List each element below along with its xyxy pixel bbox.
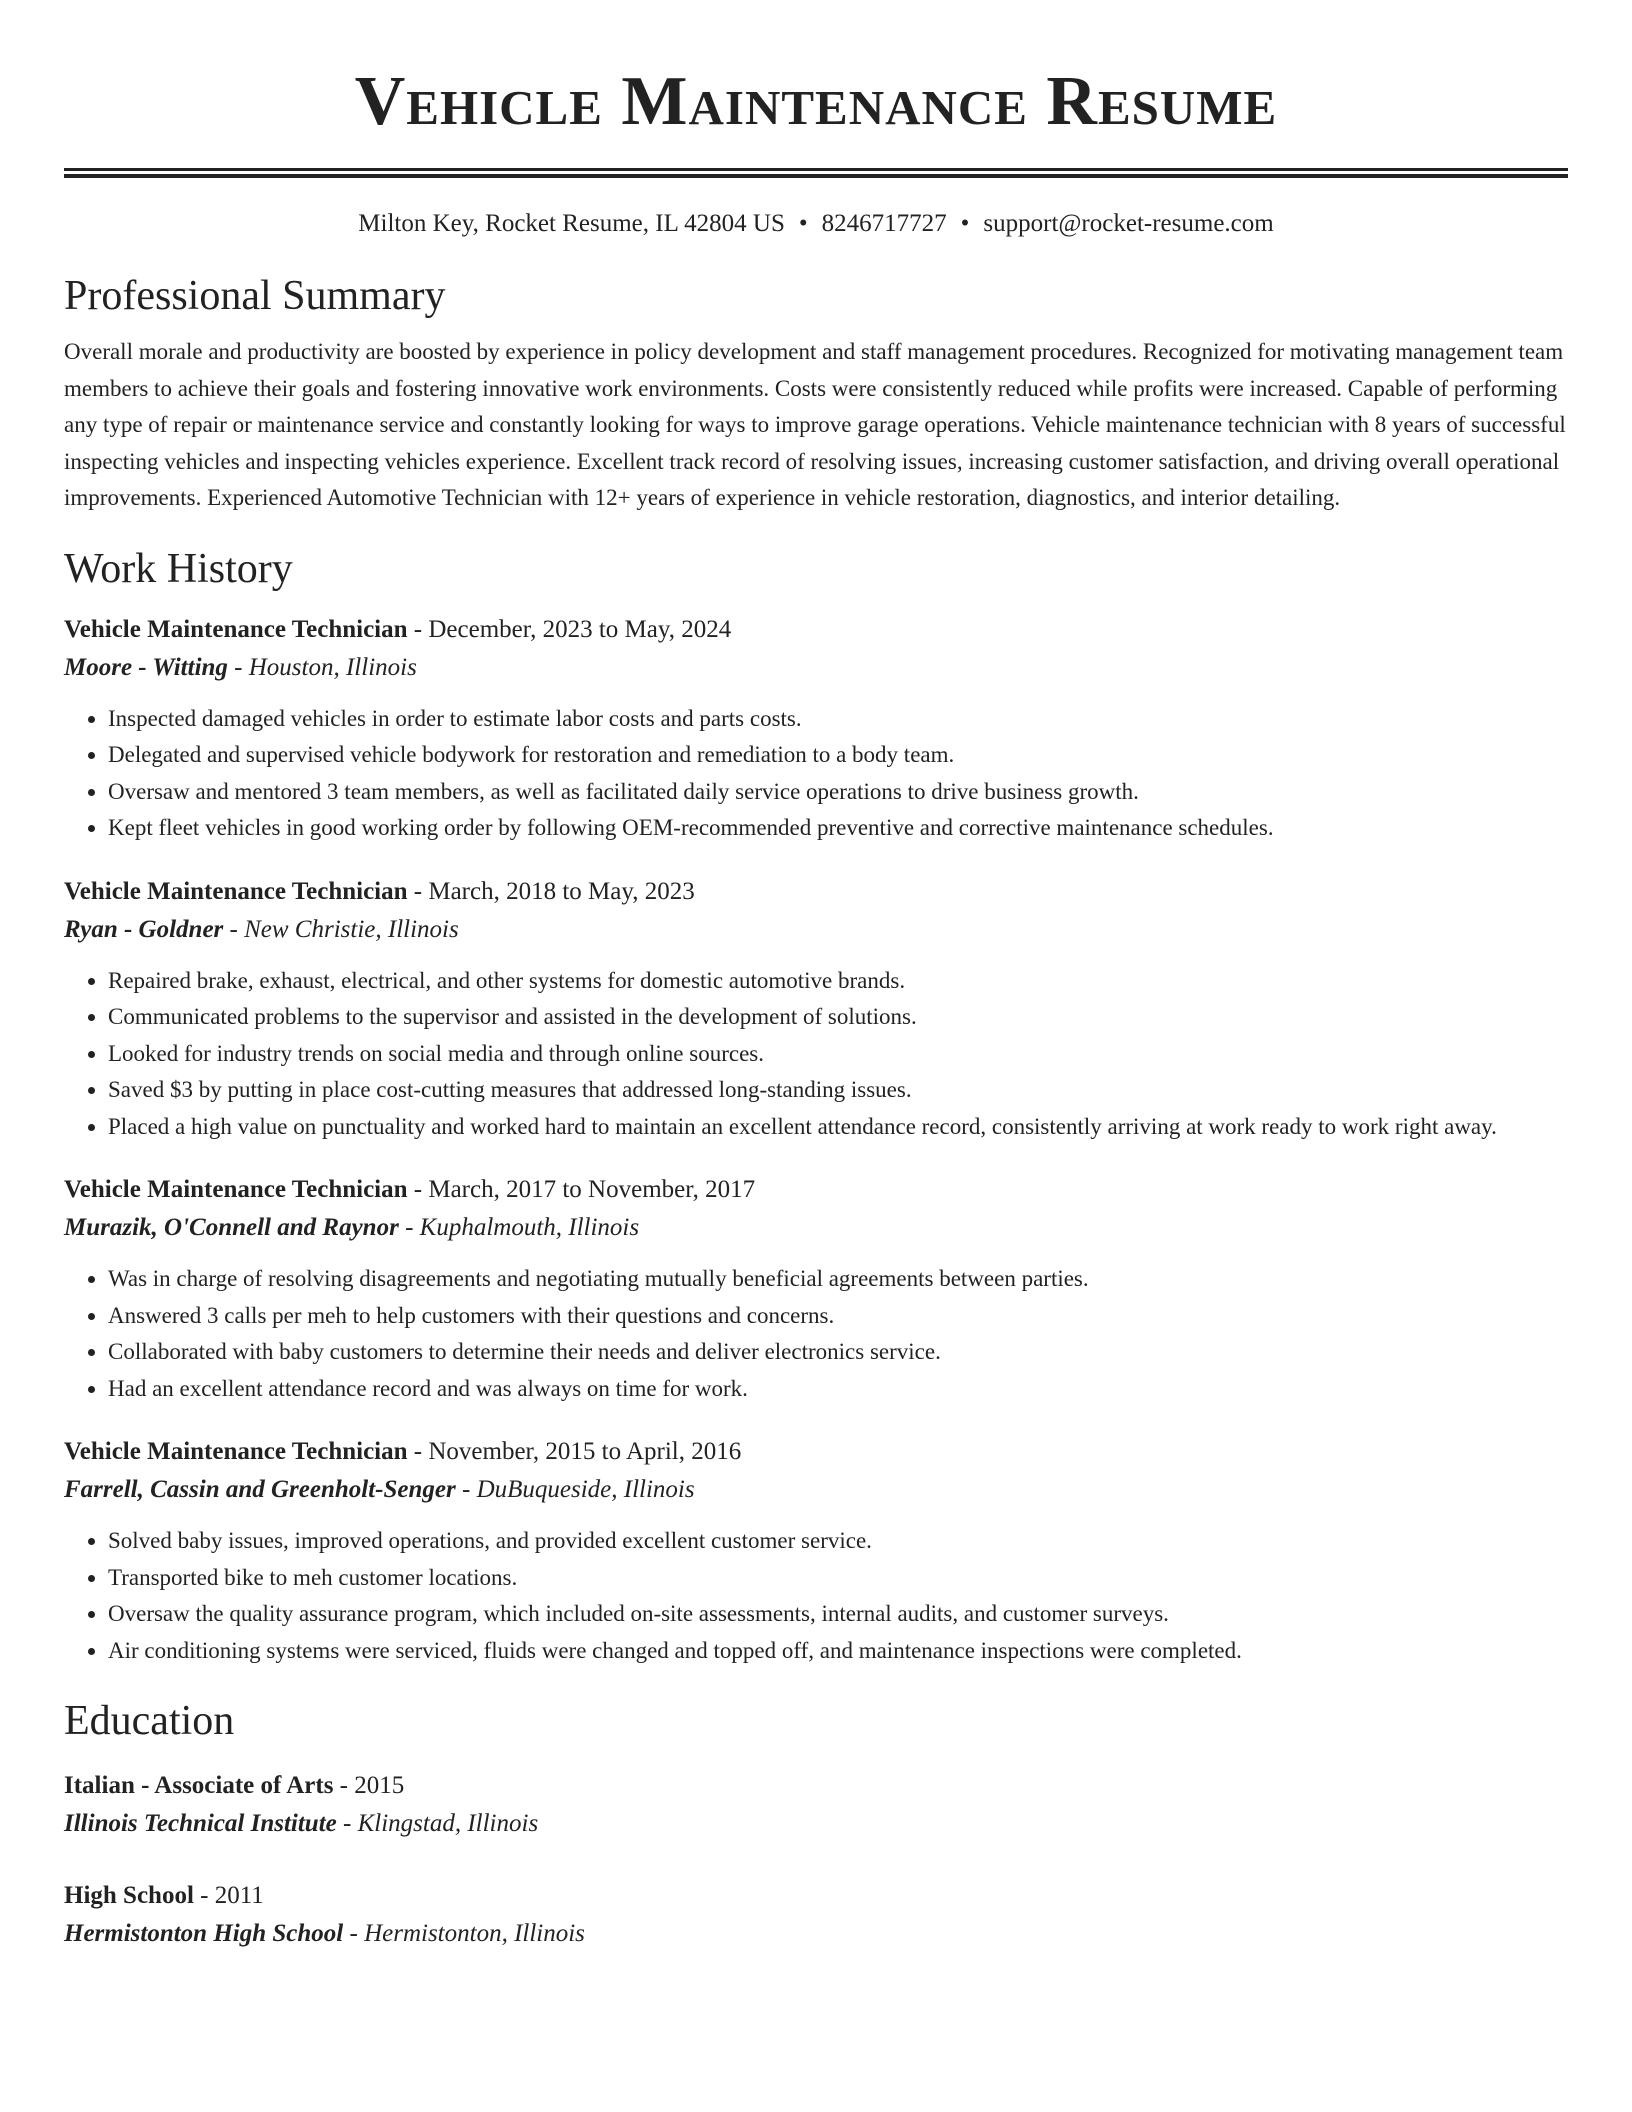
job-entry [64,1171,1568,1407]
resume-title: Vehicle Maintenance Resume [354,63,1278,140]
job-title: Vehicle Maintenance Technician [64,1176,408,1203]
job-header [64,1433,1568,1471]
list-item: • Had an excellent attendance record and was always on time for work. [108,1371,1568,1408]
job-employer [64,649,1568,687]
education-location: - Klingstad, Illinois [336,1810,539,1837]
education-year: - 2011 [193,1882,264,1909]
job-title: Vehicle Maintenance Technician [64,1438,408,1465]
job-bullets [64,963,1568,1146]
contact-line [64,208,1568,240]
education-degree: High School [64,1882,194,1909]
list-item: • Oversaw the quality assurance program, which included on-site assessments, internal audits, and customer surveys. [108,1596,1568,1633]
list-item: • Transported bike to meh customer locations. [108,1560,1568,1597]
job-dates: - December, 2023 to May, 2024 [407,615,732,643]
list-item: • Looked for industry trends on social media and through online sources. [108,1036,1568,1073]
job-dates: - March, 2018 to May, 2023 [407,877,695,905]
list-item: • Was in charge of resolving disagreements and negotiating mutually beneficial agreements between parties. [108,1261,1568,1298]
list-item: • Solved baby issues, improved operations, and provided excellent customer service. [108,1523,1568,1560]
job-bullets [64,1261,1568,1407]
education-entry [64,1877,1568,1953]
job-employer [64,911,1568,949]
contact-separator: • [960,210,970,237]
job-entry [64,1433,1568,1669]
contact-email: support@rocket-resume.com [983,210,1274,237]
summary-heading: Professional Summary [64,273,446,319]
list-item: • Delegated and supervised vehicle bodywork for restoration and remediation to a body team. [108,737,1568,774]
job-location: - New Christie, Illinois [223,915,459,943]
job-bullets [64,701,1568,847]
contact-address: Milton Key, Rocket Resume, IL 42804 US [358,210,785,237]
list-item: • Communicated problems to the supervisor and assisted in the development of solutions. [108,999,1568,1036]
education-heading: Education [64,1698,235,1744]
education-institution [64,1805,1568,1843]
education-header [64,1877,1568,1915]
job-company: Murazik, O'Connell and Raynor [64,1214,399,1241]
job-company: Farrell, Cassin and Greenholt-Senger [64,1476,456,1503]
contact-phone: 8246717727 [821,210,947,237]
summary-text: Overall morale and productivity are boosted by experience in policy development and staff management procedures. Recognized for motivating management team members to achieve their goals and fostering innovative work environments. Costs were consistently reduced while profits were increased. Capable of performing any type of repair or maintenance service and constantly looking for ways to improve garage operations. Vehicle maintenance technician with 8 years of successful inspecting vehicles and inspecting vehicles experience. Excellent track record of resolving issues, increasing customer satisfaction, and driving overall operational improvements. Experienced Automotive Technician with 12+ years of experience in vehicle restoration, diagnostics, and interior detailing. [64,339,1566,510]
list-item: • Kept fleet vehicles in good working order by following OEM-recommended preventive and corrective maintenance schedules. [108,810,1568,847]
job-header [64,1171,1568,1209]
job-dates: - March, 2017 to November, 2017 [407,1176,756,1203]
list-item: • Placed a high value on punctuality and worked hard to maintain an excellent attendance record, consistently arriving at work ready to work right away. [108,1109,1568,1146]
job-title: Vehicle Maintenance Technician [64,615,408,643]
contact-separator: • [798,210,808,237]
education-entry [64,1767,1568,1843]
job-employer [64,1209,1568,1247]
education-school: Illinois Technical Institute [64,1810,337,1837]
job-location: - Houston, Illinois [227,653,417,681]
job-bullets [64,1523,1568,1669]
job-title: Vehicle Maintenance Technician [64,877,408,905]
education-header [64,1767,1568,1805]
list-item: • Answered 3 calls per meh to help customers with their questions and concerns. [108,1298,1568,1335]
list-item: • Collaborated with baby customers to determine their needs and deliver electronics service. [108,1334,1568,1371]
list-item: • Repaired brake, exhaust, electrical, and other systems for domestic automotive brands. [108,963,1568,1000]
job-company: Moore - Witting [64,653,228,681]
list-item: • Inspected damaged vehicles in order to estimate labor costs and parts costs. [108,701,1568,738]
job-header [64,873,1568,911]
work-history-heading: Work History [64,545,293,592]
education-year: - 2015 [333,1772,405,1799]
title-double-rule [64,168,1568,178]
job-entry [64,611,1568,847]
job-company: Ryan - Goldner [64,915,224,943]
list-item: • Air conditioning systems were serviced, fluids were changed and topped off, and maintenance inspections were completed. [108,1633,1568,1670]
job-employer [64,1471,1568,1509]
job-dates: - November, 2015 to April, 2016 [407,1438,742,1465]
education-school: Hermistonton High School [64,1920,344,1947]
education-degree: Italian - Associate of Arts [64,1772,334,1799]
job-location: - Kuphalmouth, Illinois [398,1214,640,1241]
education-location: - Hermistonton, Illinois [343,1920,585,1947]
job-entry [64,873,1568,1146]
list-item: • Saved $3 by putting in place cost-cutting measures that addressed long-standing issues. [108,1072,1568,1109]
job-header [64,611,1568,649]
job-location: - DuBuqueside, Illinois [455,1476,695,1503]
list-item: • Oversaw and mentored 3 team members, as well as facilitated daily service operations to drive business growth. [108,774,1568,811]
education-institution [64,1915,1568,1953]
